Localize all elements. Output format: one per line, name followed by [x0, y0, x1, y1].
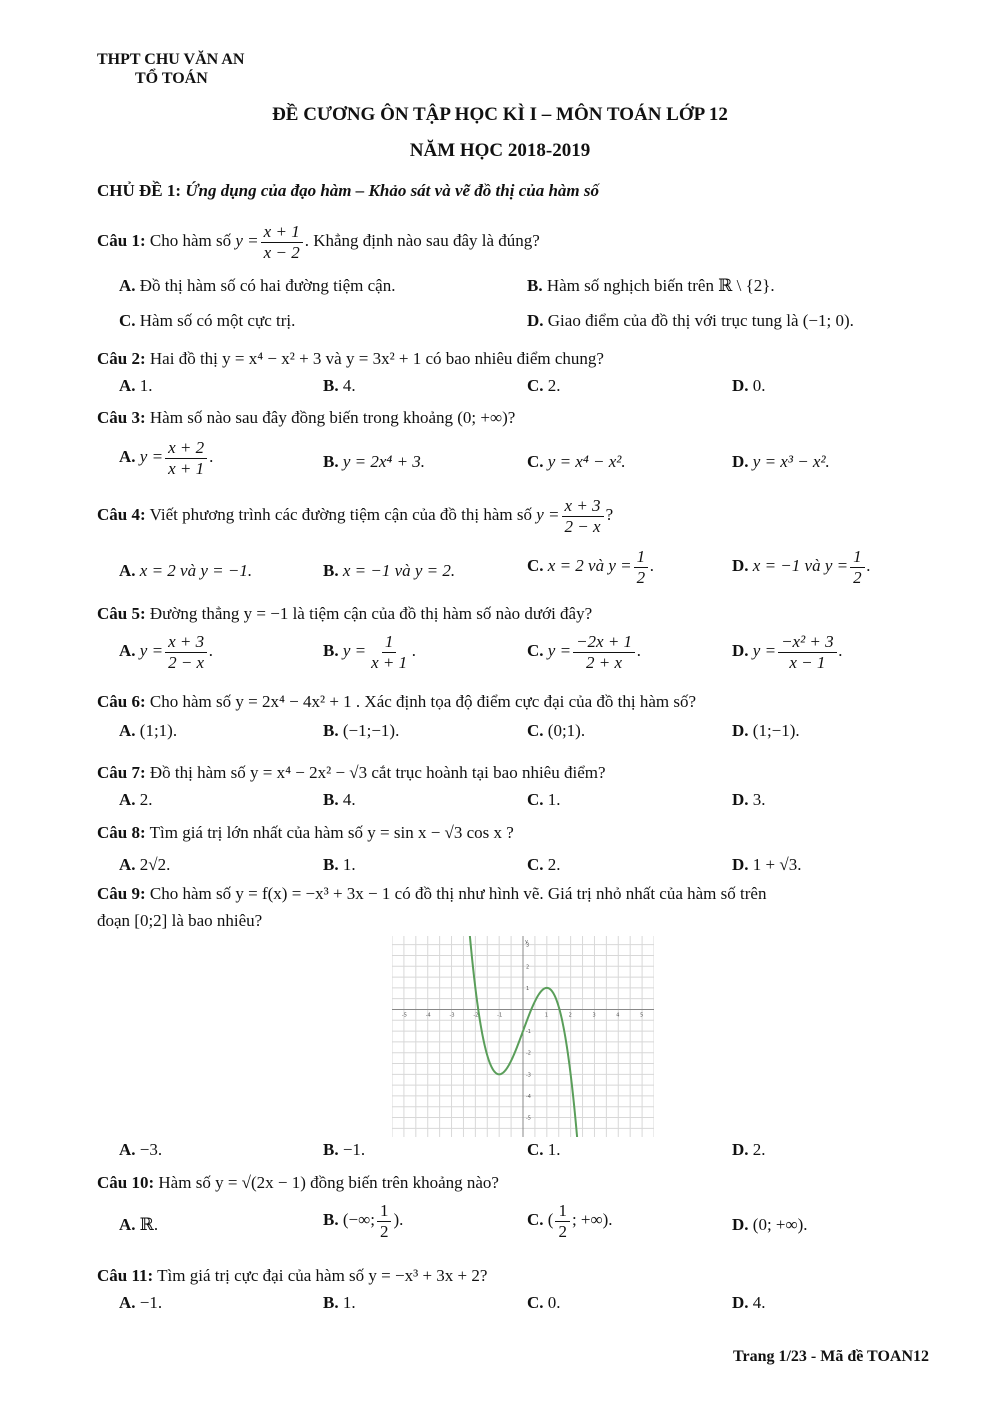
option-b[interactable]: B. 4. — [323, 790, 356, 809]
question-3: Câu 3: Hàm số nào sau đây đồng biến trong khoảng (0; +∞)? — [97, 408, 516, 427]
option-c[interactable]: C. (0;1). — [527, 721, 586, 740]
y-tick-label: -5 — [526, 1115, 531, 1122]
option-b[interactable]: B. 4. — [323, 376, 356, 395]
option-b[interactable]: B. 1. — [323, 1293, 356, 1312]
school-header — [97, 50, 244, 88]
option-a[interactable]: A. (1;1). — [119, 721, 178, 740]
option-a[interactable]: A. ℝ. — [119, 1215, 159, 1234]
option-d[interactable]: D. x = −1 và y = $\frac{1}{2}$ . — [732, 547, 871, 587]
question-5: Câu 5: Đường thẳng y = −1 là tiệm cận của đồ thị hàm số nào dưới đây? — [97, 604, 593, 623]
school-year: NĂM HỌC 2018-2019 — [409, 140, 591, 161]
option-b[interactable]: B. y = 2x⁴ + 3. — [323, 452, 426, 471]
option-a[interactable]: A. Đồ thị hàm số có hai đường tiệm cận. — [119, 276, 396, 295]
x-tick-label: -4 — [425, 1012, 431, 1019]
option-c[interactable]: C. ( $\frac{1}{2}$ ; +∞). — [527, 1201, 613, 1241]
option-c[interactable]: C. 1. — [527, 790, 561, 809]
option-b[interactable]: B. x = −1 và y = 2. — [323, 561, 456, 580]
option-a[interactable]: A. y = $\frac{x + 2}{x + 1}$ . — [119, 438, 214, 478]
option-b[interactable]: B. Hàm số nghịch biến trên ℝ \ {2}. — [527, 276, 775, 295]
option-c[interactable]: C. 2. — [527, 855, 561, 874]
question-text: . Khẳng định nào sau đây là đúng? — [304, 230, 540, 250]
option-a[interactable]: A. y = $\frac{x + 3}{2 - x}$ . — [119, 632, 214, 672]
option-c[interactable]: C. Hàm số có một cực trị. — [119, 311, 296, 330]
question-7: Câu 7: Đồ thị hàm số y = x⁴ − 2x² − √3 cắt trục hoành tại bao nhiêu điểm? — [97, 763, 606, 782]
option-d[interactable]: D. Giao điểm của đồ thị với trục tung là (−1; 0). — [527, 311, 854, 330]
option-a[interactable]: A. −1. — [119, 1293, 163, 1312]
y-tick-label: -1 — [526, 1029, 531, 1036]
document-title: ĐỀ CƯƠNG ÔN TẬP HỌC KÌ I – MÔN TOÁN LỚP 12 — [272, 104, 728, 125]
option-c[interactable]: C. y = x⁴ − x². — [527, 452, 626, 471]
y-tick-label: -4 — [526, 1093, 531, 1100]
function-graph — [392, 936, 654, 1137]
question-text: Cho hàm số — [149, 230, 232, 250]
x-tick-label: -5 — [401, 1012, 407, 1019]
option-d[interactable]: D. y = x³ − x². — [732, 452, 830, 471]
option-b[interactable]: B. 1. — [323, 855, 356, 874]
option-b[interactable]: B. (−1;−1). — [323, 721, 400, 740]
option-b[interactable]: B. (−∞; $\frac{1}{2}$ ). — [323, 1201, 404, 1241]
option-b[interactable]: B. y = $\frac{1}{x + 1}$ . — [323, 632, 417, 672]
option-c[interactable]: C. y = $\frac{-2x + 1}{2 + x}$ . — [527, 632, 642, 672]
y-tick-label: 2 — [526, 964, 530, 971]
option-d[interactable]: D. (1;−1). — [732, 721, 800, 740]
fraction: $\frac{x + 1}{x - 2}$ — [261, 222, 303, 262]
topic-label: CHỦ ĐỀ 1: — [97, 181, 182, 200]
y-tick-label: -2 — [526, 1050, 531, 1057]
option-d[interactable]: D. 1 + √3. — [732, 855, 802, 874]
question-9: Câu 9: Cho hàm số y = f(x) = −x³ + 3x − 1 có đồ thị như hình vẽ. Giá trị nhỏ nhất của hàm số trên — [97, 884, 767, 903]
question-11: Câu 11: Tìm giá trị cực đại của hàm số y = −x³ + 3x + 2? — [97, 1266, 488, 1285]
question-1 — [97, 222, 540, 262]
x-tick-label: -3 — [449, 1012, 455, 1019]
question-4: Câu 4: Viết phương trình các đường tiệm cận của đồ thị hàm số y = $\frac{x + 3}{2 - x}$ ? — [97, 496, 614, 536]
option-a[interactable]: A. x = 2 và y = −1. — [119, 561, 253, 580]
question-2: Câu 2: Hai đồ thị y = x⁴ − x² + 3 và y = 3x² + 1 có bao nhiêu điểm chung? — [97, 349, 604, 368]
y-tick-label: -3 — [526, 1072, 531, 1079]
option-c[interactable]: C. 1. — [527, 1140, 561, 1159]
option-a[interactable]: A. 2√2. — [119, 855, 171, 874]
x-tick-label: 4 — [616, 1012, 620, 1019]
school-name: THPT CHU VĂN AN — [97, 51, 245, 68]
option-d[interactable]: D. 2. — [732, 1140, 766, 1159]
question-10: Câu 10: Hàm số y = √(2x − 1) đồng biến trên khoảng nào? — [97, 1173, 499, 1192]
x-tick-label: 3 — [592, 1012, 596, 1019]
question-9-line-2: đoạn [0;2] là bao nhiêu? — [97, 911, 263, 930]
option-d[interactable]: D. (0; +∞). — [732, 1215, 808, 1234]
option-a[interactable]: A. −3. — [119, 1140, 163, 1159]
x-tick-label: -1 — [497, 1012, 503, 1019]
question-8: Câu 8: Tìm giá trị lớn nhất của hàm số y = sin x − √3 cos x ? — [97, 823, 514, 842]
y-axis-label: y — [525, 939, 528, 945]
option-d[interactable]: D. 4. — [732, 1293, 766, 1312]
option-b[interactable]: B. −1. — [323, 1140, 366, 1159]
option-d[interactable]: D. 3. — [732, 790, 766, 809]
option-d[interactable]: D. y = $\frac{\text{−x² + 3}}{x - 1}$ . — [732, 632, 843, 672]
page-footer: Trang 1/23 - Mã đề TOAN12 — [732, 1348, 929, 1365]
math-lhs: y = — [235, 230, 259, 250]
topic-text: Ứng dụng của đạo hàm – Khảo sát và vẽ đồ thị của hàm số — [185, 181, 599, 200]
option-c[interactable]: C. 2. — [527, 376, 561, 395]
option-c[interactable]: C. 0. — [527, 1293, 561, 1312]
option-a[interactable]: A. 2. — [119, 790, 153, 809]
option-a[interactable]: A. 1. — [119, 376, 153, 395]
x-tick-label: 2 — [568, 1012, 572, 1019]
topic-heading — [97, 181, 599, 201]
x-tick-label: 1 — [544, 1012, 549, 1019]
department-name: TỔ TOÁN — [135, 70, 208, 87]
y-tick-label: 3 — [526, 942, 530, 949]
x-tick-label: -2 — [473, 1012, 479, 1019]
option-d[interactable]: D. 0. — [732, 376, 766, 395]
option-c[interactable]: C. x = 2 và y = $\frac{1}{2}$ . — [527, 547, 655, 587]
question-label: Câu 1: — [97, 230, 146, 250]
x-tick-label: 5 — [640, 1012, 644, 1019]
question-6: Câu 6: Cho hàm số y = 2x⁴ − 4x² + 1 . Xác định tọa độ điểm cực đại của đồ thị hàm số? — [97, 692, 697, 711]
y-tick-label: 1 — [526, 985, 530, 992]
